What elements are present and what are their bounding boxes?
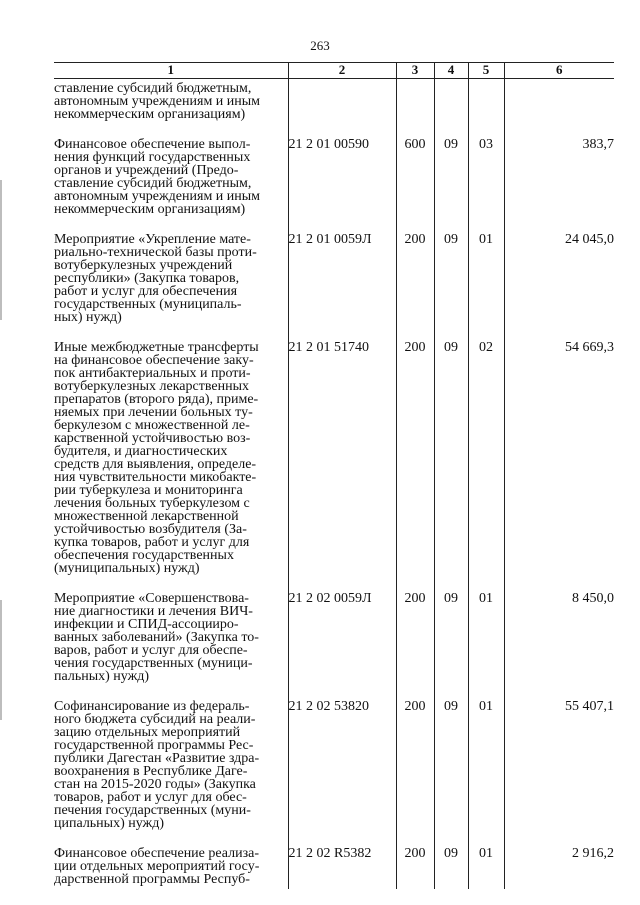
description-line: препаратов (второго ряда), приме- <box>54 392 259 407</box>
table-header <box>54 63 614 79</box>
description-line: пок антибактериальных и проти- <box>54 366 251 381</box>
row-column-4: 09 <box>434 847 468 889</box>
row-description <box>54 700 288 847</box>
description-line: устойчивостью возбудителя (За- <box>54 522 247 537</box>
description-line: некоммерческим организациям) <box>54 202 246 217</box>
scan-edge-mark <box>0 180 2 320</box>
table-row <box>54 233 614 341</box>
description-line: пальных) нужд) <box>54 669 150 684</box>
row-column-5: 02 <box>468 341 504 592</box>
budget-table <box>54 62 614 889</box>
description-line: Финансовое обеспечение выпол- <box>54 137 251 152</box>
description-line: ставление субсидий бюджетным, <box>54 81 252 96</box>
row-description <box>54 592 288 700</box>
description-line: купка товаров, работ и услуг для <box>54 535 250 550</box>
row-column-5: 01 <box>468 592 504 700</box>
table-row <box>54 700 614 847</box>
table-row <box>54 847 614 889</box>
description-line: ванных заболеваний» (Закупка то- <box>54 630 259 645</box>
row-amount: 2 916,2 <box>504 847 614 889</box>
row-column-3: 600 <box>396 138 434 233</box>
description-line: работ и услуг для обеспечения <box>54 284 238 299</box>
row-code <box>288 79 396 139</box>
row-description <box>54 341 288 592</box>
column-header-4: 4 <box>434 63 468 79</box>
description-line: товаров, работ и услуг для обес- <box>54 790 247 805</box>
column-header-2: 2 <box>288 63 396 79</box>
row-column-5: 01 <box>468 700 504 847</box>
row-column-3: 200 <box>396 592 434 700</box>
column-header-5: 5 <box>468 63 504 79</box>
scan-edge-mark <box>0 600 2 720</box>
row-amount: 383,7 <box>504 138 614 233</box>
description-line: публики Дагестан «Развитие здра- <box>54 751 260 766</box>
row-column-3: 200 <box>396 847 434 889</box>
row-column-4 <box>434 79 468 139</box>
row-column-5: 01 <box>468 233 504 341</box>
row-code: 21 2 02 R5382 <box>288 847 396 889</box>
column-header-6: 6 <box>504 63 614 79</box>
row-column-3 <box>396 79 434 139</box>
description-line: карственной устойчивостью воз- <box>54 431 251 446</box>
row-column-5 <box>468 79 504 139</box>
table-row <box>54 138 614 233</box>
description-line: зацию отдельных мероприятий <box>54 725 241 740</box>
description-line: вотуберкулезных лекарственных <box>54 379 249 394</box>
description-line: Софинансирование из федераль- <box>54 699 250 714</box>
table-row <box>54 79 614 139</box>
description-line: некоммерческим организациям) <box>54 107 246 122</box>
description-line: Мероприятие «Совершенствова- <box>54 591 249 606</box>
description-line: Мероприятие «Укрепление мате- <box>54 232 251 247</box>
row-amount: 54 669,3 <box>504 341 614 592</box>
row-code: 21 2 02 53820 <box>288 700 396 847</box>
column-header-1: 1 <box>54 63 288 79</box>
description-line: на финансовое обеспечение заку- <box>54 353 254 368</box>
row-amount: 24 045,0 <box>504 233 614 341</box>
description-line: лечения больных туберкулезом с <box>54 496 250 511</box>
description-line: нения функций государственных <box>54 150 251 165</box>
table-row <box>54 592 614 700</box>
description-line: чения государственных (муници- <box>54 656 253 671</box>
description-line: рии туберкулеза и мониторинга <box>54 483 243 498</box>
description-line: вотуберкулезных учреждений <box>54 258 233 273</box>
row-column-4: 09 <box>434 700 468 847</box>
description-line: множественной лекарственной <box>54 509 239 524</box>
row-column-3: 200 <box>396 233 434 341</box>
description-line: будителя, и диагностических <box>54 444 228 459</box>
description-line: Финансовое обеспечение реализа- <box>54 846 259 861</box>
row-description <box>54 79 288 139</box>
row-column-4: 09 <box>434 341 468 592</box>
description-line: ния чувствительности микобакте- <box>54 470 257 485</box>
description-line: средств для выявления, определе- <box>54 457 257 472</box>
description-line: ставление субсидий бюджетным, <box>54 176 252 191</box>
row-column-5: 01 <box>468 847 504 889</box>
column-header-3: 3 <box>396 63 434 79</box>
description-line: автономным учреждениям и иным <box>54 189 261 204</box>
description-line: автономным учреждениям и иным <box>54 94 261 109</box>
row-column-4: 09 <box>434 138 468 233</box>
row-column-4: 09 <box>434 233 468 341</box>
description-line: государственных (муниципаль- <box>54 297 242 312</box>
description-line: государственной программы Рес- <box>54 738 254 753</box>
description-line: ных) нужд) <box>54 310 122 325</box>
description-line: инфекции и СПИД-ассоцииро- <box>54 617 239 632</box>
description-line: печения государственных (муни- <box>54 803 251 818</box>
description-line: варов, работ и услуг для обеспе- <box>54 643 248 658</box>
row-code: 21 2 02 0059Л <box>288 592 396 700</box>
description-line: обеспечения государственных <box>54 548 234 563</box>
description-line: стан на 2015-2020 годы» (Закупка <box>54 777 256 792</box>
description-line: ципальных) нужд) <box>54 816 165 831</box>
description-line: республики» (Закупка товаров, <box>54 271 240 286</box>
row-column-5: 03 <box>468 138 504 233</box>
row-column-4: 09 <box>434 592 468 700</box>
description-line: воохранения в Республике Даге- <box>54 764 248 779</box>
table-row <box>54 341 614 592</box>
description-line: (муниципальных) нужд) <box>54 561 200 576</box>
description-line: органов и учреждений (Предо- <box>54 163 239 178</box>
row-code: 21 2 01 00590 <box>288 138 396 233</box>
row-column-3: 200 <box>396 341 434 592</box>
page-number: 263 <box>310 38 330 53</box>
description-line: ние диагностики и лечения ВИЧ- <box>54 604 253 619</box>
description-line: дарственной программы Респуб- <box>54 872 250 887</box>
description-line: ного бюджета субсидий на реали- <box>54 712 256 727</box>
row-amount: 8 450,0 <box>504 592 614 700</box>
row-code: 21 2 01 51740 <box>288 341 396 592</box>
row-code: 21 2 01 0059Л <box>288 233 396 341</box>
row-amount: 55 407,1 <box>504 700 614 847</box>
row-description <box>54 233 288 341</box>
description-line: беркулезом с множественной ле- <box>54 418 250 433</box>
row-column-3: 200 <box>396 700 434 847</box>
description-line: риально-технической базы проти- <box>54 245 257 260</box>
row-description <box>54 847 288 889</box>
row-amount <box>504 79 614 139</box>
table-body <box>54 79 614 890</box>
description-line: няемых при лечении больных ту- <box>54 405 253 420</box>
description-line: ции отдельных мероприятий госу- <box>54 859 260 874</box>
description-line: Иные межбюджетные трансферты <box>54 340 259 355</box>
row-description <box>54 138 288 233</box>
